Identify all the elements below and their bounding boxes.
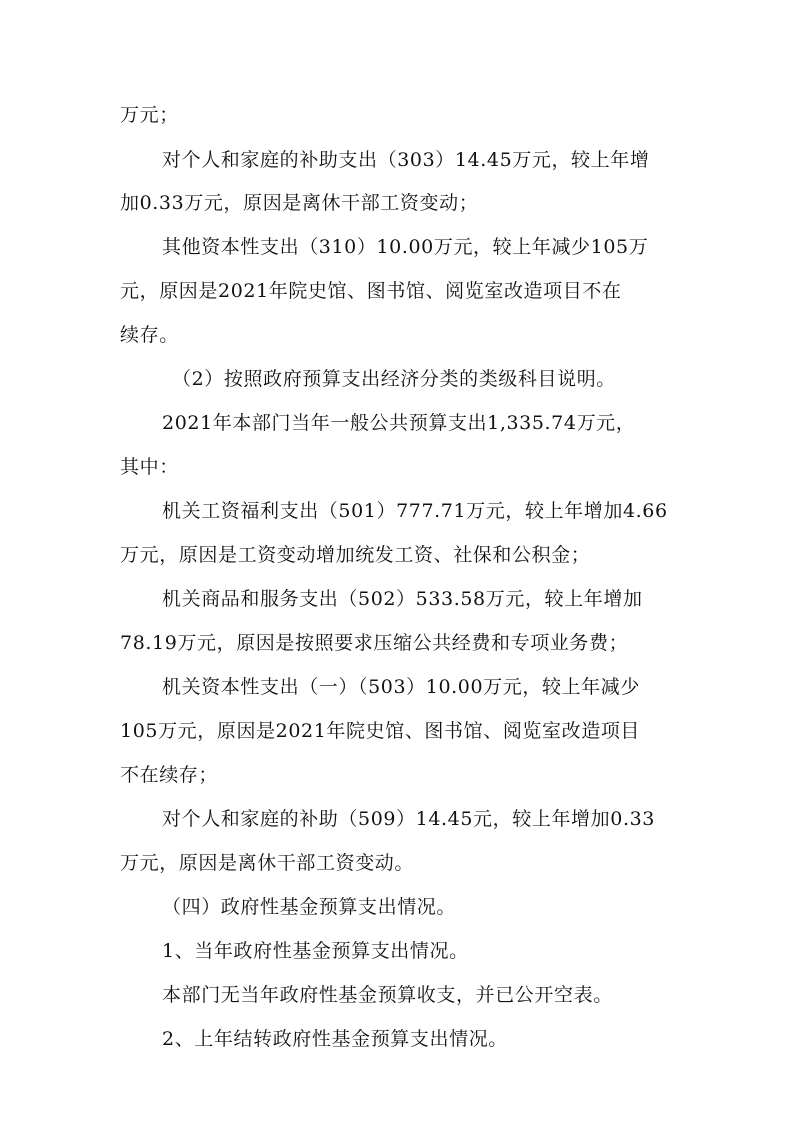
text-line: 续存。	[120, 324, 179, 346]
text-line: 机关资本性支出（一）（503）10.00万元，较上年减少	[162, 676, 640, 698]
text-line: 本部门无当年政府性基金预算收支，并已公开空表。	[162, 984, 613, 1006]
section-heading: （四）政府性基金预算支出情况。	[162, 896, 457, 918]
text-line: 元，原因是2021年院史馆、图书馆、阅览室改造项目不在	[120, 280, 622, 302]
text-line: 机关商品和服务支出（502）533.58万元，较上年增加	[162, 588, 643, 610]
text-line: 万元；	[120, 104, 179, 126]
text-line: 其他资本性支出（310）10.00万元，较上年减少105万	[162, 236, 649, 258]
subsection-heading: 1、当年政府性基金预算支出情况。	[162, 940, 469, 962]
text-line: 对个人和家庭的补助（509）14.45元，较上年增加0.33	[162, 808, 655, 830]
text-line: 不在续存；	[120, 764, 219, 786]
text-line: 加0.33万元，原因是离休干部工资变动；	[120, 192, 479, 214]
text-line: 万元，原因是离休干部工资变动。	[120, 852, 415, 874]
text-line: 2021年本部门当年一般公共预算支出1,335.74万元，	[162, 412, 636, 434]
text-line: 机关工资福利支出（501）777.71万元，较上年增加4.66	[162, 500, 668, 522]
text-line: 万元，原因是工资变动增加统发工资、社保和公积金；	[120, 544, 591, 566]
text-line: 对个人和家庭的补助支出（303）14.45万元，较上年增	[162, 149, 650, 171]
text-line: （2）按照政府预算支出经济分类的类级科目说明。	[172, 368, 616, 390]
text-line: 78.19万元，原因是按照要求压缩公共经费和专项业务费；	[120, 632, 629, 654]
text-line: 其中：	[120, 456, 179, 478]
text-line: 105万元，原因是2021年院史馆、图书馆、阅览室改造项目	[120, 720, 641, 742]
subsection-heading: 2、上年结转政府性基金预算支出情况。	[162, 1028, 508, 1050]
